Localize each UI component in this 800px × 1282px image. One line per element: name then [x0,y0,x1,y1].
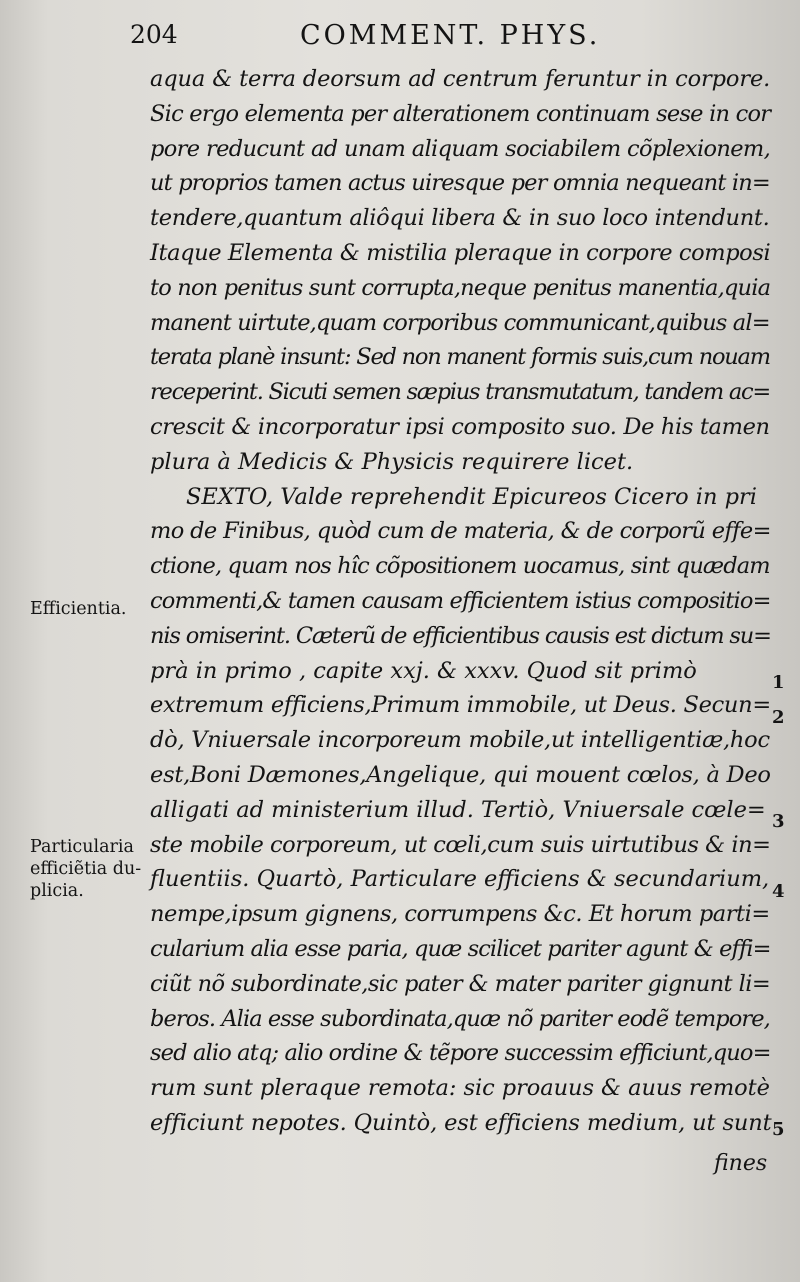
text-line: ciũt nõ subordinate,sic pater & mater pariter gignunt li= [150,970,771,997]
text-line: extremum efficiens,Primum immobile, ut Deus. Secun= [150,692,771,719]
text-line: beros. Alia esse subordinata,quæ nõ pariter eodẽ tempore, [150,1005,770,1032]
page-number: 204 [130,20,178,49]
text-line: terata planè insunt: Sed non manent formis suis,cum nouam [150,344,770,371]
text-line: plura à Medicis & Physicis requirere licet. [150,448,634,475]
margin-note-efficientia: Efficientia. [30,599,127,619]
text-line: cularium alia esse paria, quæ scilicet pariter agunt & effi= [150,935,771,962]
text-line: Sic ergo elementa per alterationem continuam sese in cor [150,100,771,127]
text-line: sed alio atq; alio ordine & tẽpore successim efficiunt,quo= [150,1040,771,1067]
text-line: nempe,ipsum gignens, corrumpens &c. Et horum parti= [150,901,770,928]
text-line: dò, Vniuersale incorporeum mobile,ut intelligentiæ,hoc [150,727,770,754]
margin-number-1: 1 [772,672,785,693]
paragraph-start-line: SEXTO, Valde reprehendit Epicureos Cicero in pri [186,483,758,510]
text-line: efficiunt nepotes. Quintò, est efficiens medium, ut sunt [150,1109,772,1136]
text-line: Itaque Elementa & mistilia pleraque in corpore composi [150,239,771,266]
body-text [150,62,770,1141]
margin-note-particularia [30,836,141,902]
text-line: tendere,quantum aliôqui libera & in suo loco intendunt. [150,205,770,232]
text-line: ste mobile corporeum, ut cœli,cum suis uirtutibus & in= [150,831,771,858]
text-line: commenti,& tamen causam efficientem istius compositio= [150,587,771,614]
text-line: alligati ad ministerium illud. Tertiò, Vniuersale cœle= [150,796,766,823]
text-line: manent uirtute,quam corporibus communicant,quibus al= [150,309,770,336]
text-line: to non penitus sunt corrupta,neque penitus manentia,quia [150,274,771,301]
text-line: est,Boni Dæmones,Angelique, qui mouent cœlos, à Deo [150,761,771,788]
text-line: prà in primo , capite xxj. & xxxv. Quod sit primò [150,657,697,684]
text-line: rum sunt pleraque remota: sic proauus & auus remotè [150,1075,770,1102]
margin-note-line: plicia. [30,881,84,901]
text-line: receperint. Sicuti semen sæpius transmutatum, tandem ac= [150,379,770,406]
margin-number-4: 4 [772,881,785,902]
margin-number-3: 3 [772,811,785,832]
text-line: crescit & incorporatur ipsi composito suo. De his tamen [150,413,770,440]
text-line: ut proprios tamen actus uiresque per omnia nequeant in= [150,170,770,197]
margin-number-5: 5 [772,1119,785,1140]
running-head [130,20,630,56]
text-line: nis omiserint. Cæterũ de efficientibus causis est dictum su= [150,622,771,649]
text-line: mo de Finibus, quòd cum de materia, & de corporũ effe= [150,518,771,545]
header-title: COMMENT. PHYS. [300,20,601,51]
text-line: fluentiis. Quartò, Particulare efficiens & secundarium, [150,866,770,893]
margin-note-line: Particularia [30,837,134,857]
margin-note-line: efficiẽtia du- [30,859,142,879]
catchword: fines [714,1151,768,1176]
text-line: aqua & terra deorsum ad centrum feruntur in corpore. [150,66,771,92]
margin-number-2: 2 [772,707,785,728]
text-line: pore reducunt ad unam aliquam sociabilem cõplexionem, [150,135,771,162]
text-line: ctione, quam nos hîc cõpositionem uocamus, sint quædam [150,553,770,580]
